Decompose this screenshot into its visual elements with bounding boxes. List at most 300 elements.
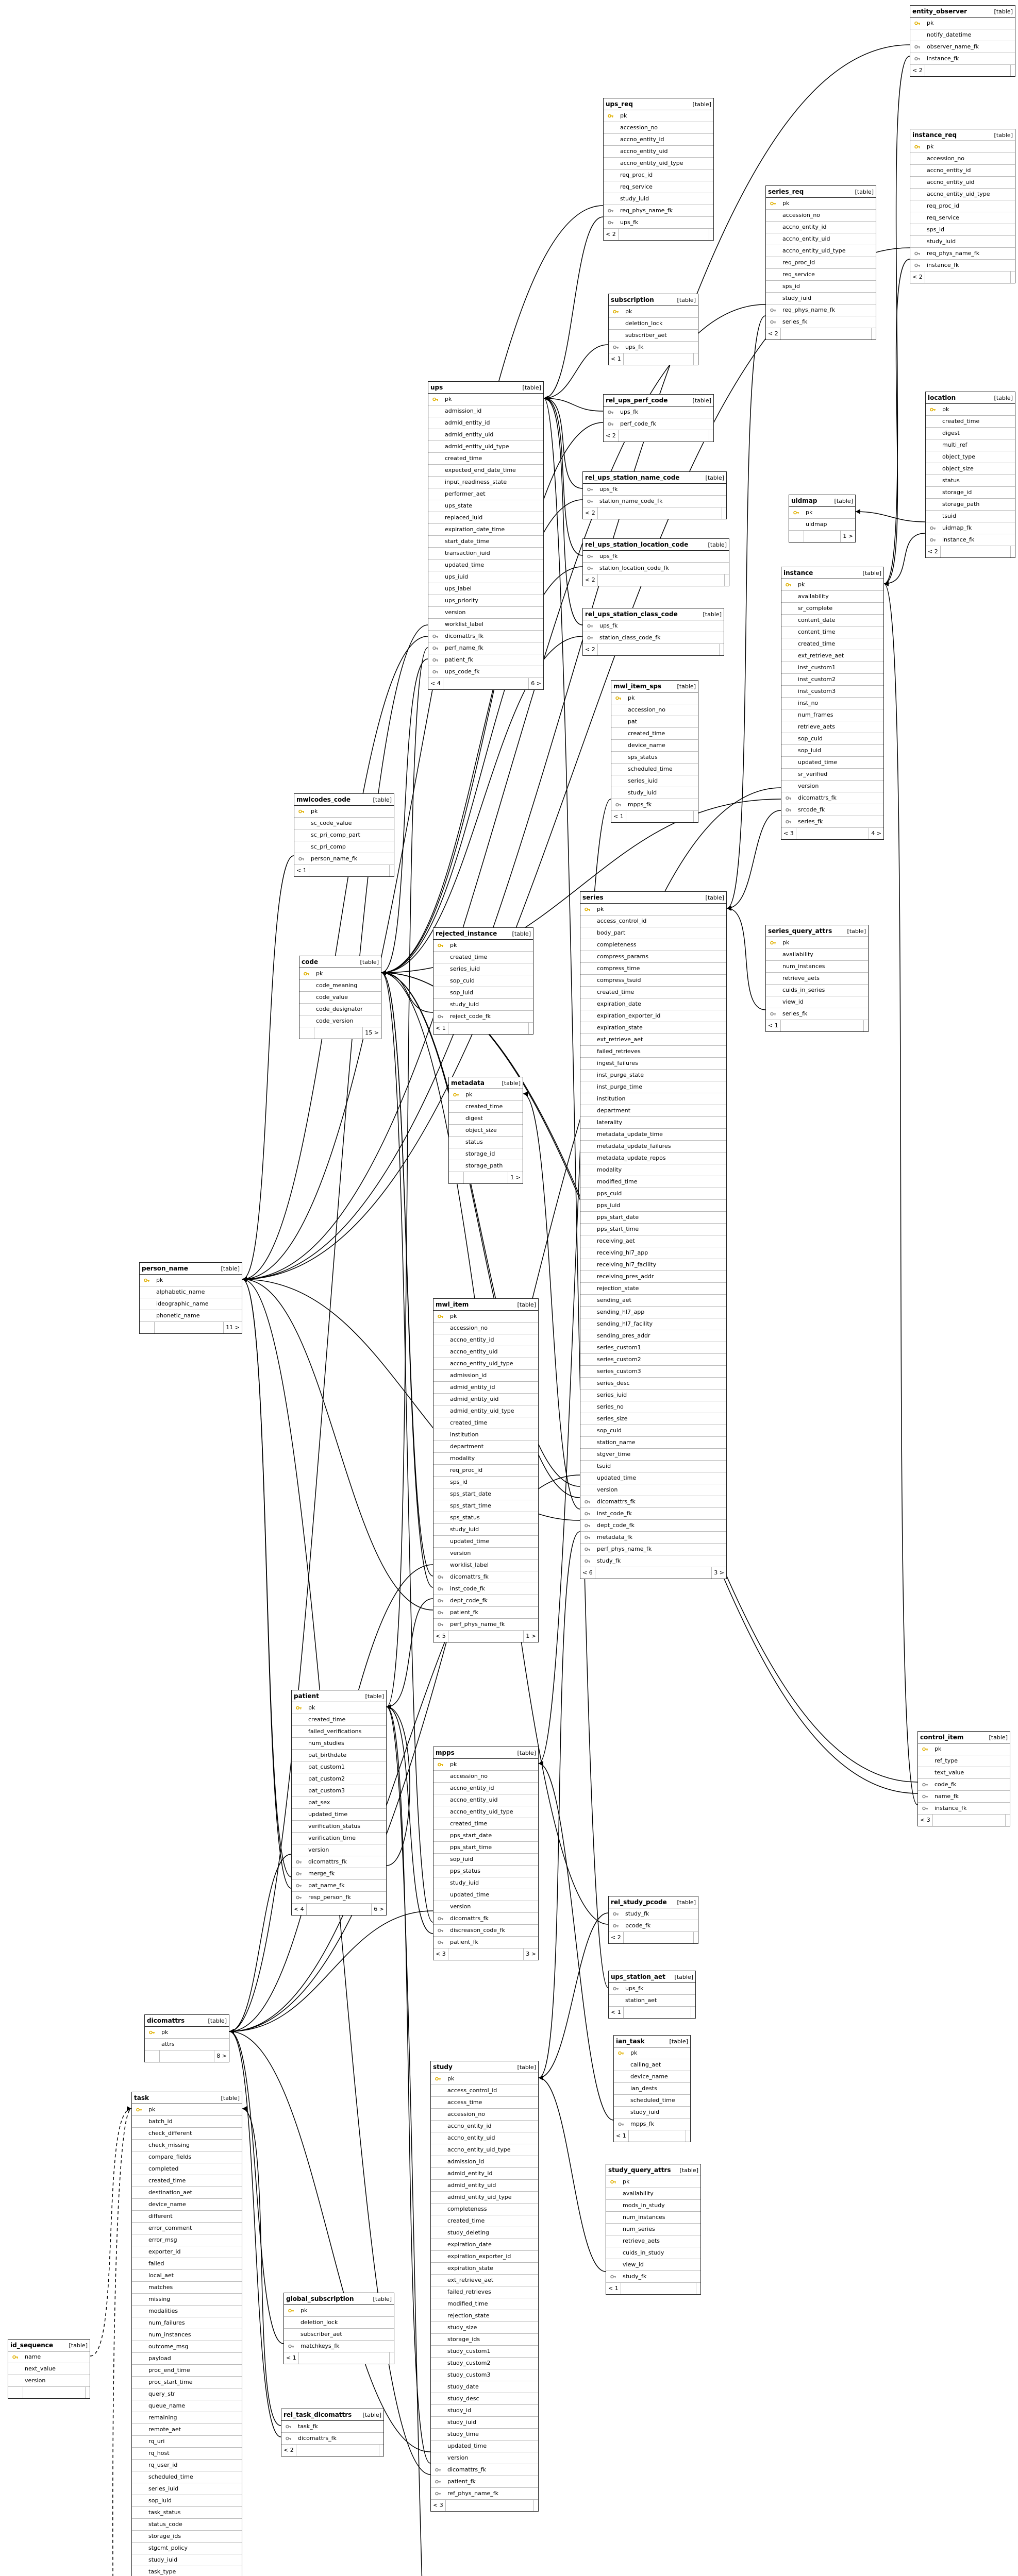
table-name: rejected_instance	[436, 930, 497, 937]
column-name: retrieve_aets	[798, 723, 836, 730]
column-row	[604, 122, 713, 134]
column-name: series_iuid	[148, 2485, 179, 2492]
column-row	[433, 1405, 538, 1417]
column-row	[433, 975, 533, 987]
column-row	[281, 2433, 383, 2445]
column-name: study_time	[447, 2431, 479, 2437]
relationship-line	[544, 217, 603, 398]
column-row	[604, 181, 713, 193]
table-type-label: [table]	[862, 569, 881, 577]
column-row	[781, 603, 883, 615]
column-name: pps_start_date	[450, 1832, 492, 1839]
column-name: admission_id	[450, 1372, 487, 1379]
column-name: expiration_exporter_id	[597, 1012, 661, 1019]
rows-count	[629, 2130, 686, 2142]
foreign-key-icon	[922, 1805, 928, 1811]
table-footer	[606, 2283, 700, 2294]
column-name: accno_entity_uid_type	[450, 1808, 513, 1815]
column-name: updated_time	[597, 1475, 637, 1481]
column-row	[431, 2441, 538, 2452]
column-row	[433, 1346, 538, 1358]
table-type-label: [table]	[208, 2017, 227, 2024]
column-row	[580, 1437, 726, 1449]
rows-count	[595, 1567, 712, 1579]
column-row	[428, 488, 543, 500]
column-name: receiving_pres_addr	[597, 1273, 654, 1280]
column-name: accno_entity_id	[450, 1336, 494, 1343]
table-name: series	[582, 894, 604, 901]
rows-count	[621, 2283, 696, 2294]
column-name: modalities	[148, 2308, 178, 2314]
primary-key-icon	[615, 695, 622, 701]
column-name: study_iuid	[450, 1001, 479, 1008]
table-type-label: [table]	[994, 8, 1013, 15]
column-row	[433, 1512, 538, 1524]
column-name: access_control_id	[597, 918, 647, 924]
column-row	[789, 519, 855, 531]
column-name: study_iuid	[782, 295, 812, 301]
column-name: accno_entity_id	[927, 167, 971, 174]
column-name: pk	[782, 939, 790, 946]
column-name: object_size	[465, 1127, 497, 1133]
column-name: content_date	[798, 617, 836, 623]
column-row	[580, 1093, 726, 1105]
column-row	[132, 2187, 242, 2199]
column-name: pk	[156, 1277, 163, 1283]
column-row	[292, 1880, 386, 1892]
column-row	[8, 2375, 90, 2387]
column-row	[580, 1141, 726, 1153]
column-name: study_iuid	[620, 195, 649, 202]
column-row	[433, 987, 533, 999]
relationship-arrowhead	[229, 2029, 234, 2034]
column-row	[292, 1714, 386, 1726]
column-row	[433, 1794, 538, 1806]
table-name: patient	[294, 1692, 319, 1700]
column-row	[132, 2199, 242, 2211]
column-row	[428, 548, 543, 560]
column-name: station_name_code_fk	[599, 498, 663, 504]
column-name: task_fk	[298, 2423, 318, 2430]
foreign-key-icon	[587, 635, 593, 641]
column-row	[140, 1286, 242, 1298]
column-name: input_readiness_state	[445, 479, 507, 485]
column-name: dicomattrs_fk	[798, 794, 837, 801]
table-header	[609, 1971, 695, 1983]
column-row	[140, 1298, 242, 1310]
column-name: pat_name_fk	[308, 1882, 345, 1889]
column-row	[433, 1011, 533, 1023]
foreign-key-icon	[438, 1927, 444, 1934]
table-name: ian_task	[616, 2038, 645, 2045]
foreign-key-icon	[438, 1939, 444, 1945]
column-name: dicomattrs_fk	[597, 1498, 636, 1505]
table-uidmap	[789, 495, 856, 543]
column-row	[766, 198, 876, 210]
column-row	[606, 2247, 700, 2259]
column-name: pps_iuid	[597, 1202, 621, 1209]
relationship-arrowhead	[242, 2106, 247, 2111]
table-control-item	[917, 1731, 1010, 1826]
column-row	[580, 1307, 726, 1318]
column-row	[580, 1425, 726, 1437]
children-count	[529, 1023, 533, 1034]
column-name: pk	[308, 1704, 315, 1711]
column-name: sps_status	[628, 754, 658, 760]
column-row	[766, 293, 876, 304]
table-header	[8, 2340, 90, 2351]
table-name: global_subscription	[286, 2295, 354, 2302]
column-row	[580, 1070, 726, 1081]
column-row	[910, 200, 1015, 212]
column-row	[132, 2128, 242, 2140]
foreign-key-icon	[587, 486, 593, 493]
foreign-key-icon	[587, 623, 593, 629]
rows-count	[624, 353, 694, 365]
column-row	[433, 1889, 538, 1901]
column-row	[611, 692, 698, 704]
column-row	[918, 1755, 1010, 1767]
table-footer	[611, 811, 698, 822]
table-name: mpps	[436, 1749, 455, 1756]
column-name: department	[597, 1107, 631, 1114]
column-row	[8, 2363, 90, 2375]
column-name: created_time	[450, 1419, 488, 1426]
column-row	[284, 2317, 394, 2329]
column-name: ups_iuid	[445, 573, 469, 580]
column-name: completeness	[447, 2206, 487, 2212]
rows-count	[23, 2387, 86, 2398]
column-row	[132, 2294, 242, 2306]
column-row	[766, 281, 876, 293]
table-header	[140, 1263, 242, 1275]
column-name: pk	[311, 808, 318, 815]
table-rel-ups-station-location-code	[582, 538, 729, 586]
column-name: institution	[450, 1431, 479, 1438]
column-name: reject_code_fk	[450, 1013, 491, 1020]
foreign-key-icon	[610, 2274, 616, 2280]
column-row	[910, 53, 1015, 65]
column-row	[766, 316, 876, 328]
parents-count: < 2	[583, 644, 598, 655]
column-name: person_name_fk	[311, 855, 358, 862]
table-type-label: [table]	[365, 1692, 384, 1700]
column-name: check_missing	[148, 2142, 190, 2148]
column-name: outcome_msg	[148, 2343, 189, 2350]
table-name: code	[302, 958, 319, 965]
column-row	[766, 245, 876, 257]
column-name: expiration_state	[597, 1024, 643, 1031]
column-name: tsuid	[942, 513, 957, 519]
column-row	[428, 654, 543, 666]
table-footer	[8, 2387, 90, 2398]
column-name: patient_fk	[445, 656, 473, 663]
column-row	[606, 2176, 700, 2188]
column-row	[431, 2275, 538, 2286]
column-row	[781, 591, 883, 603]
column-row	[433, 1323, 538, 1334]
table-type-label: [table]	[705, 894, 724, 901]
table-person-name	[139, 1262, 242, 1334]
relationship-arrowhead	[856, 509, 860, 514]
column-row	[284, 2341, 394, 2352]
column-row	[926, 404, 1015, 416]
column-row	[606, 2200, 700, 2212]
column-name: digest	[465, 1115, 483, 1122]
table-header	[609, 1896, 698, 1908]
table-footer	[910, 272, 1015, 283]
column-row	[428, 477, 543, 488]
column-row	[604, 134, 713, 146]
table-footer	[284, 2352, 394, 2364]
foreign-key-icon	[296, 1871, 302, 1877]
column-row	[292, 1821, 386, 1833]
column-name: error_msg	[148, 2236, 177, 2243]
column-row	[611, 740, 698, 752]
column-name: receiving_hl7_app	[597, 1249, 648, 1256]
column-row	[766, 961, 868, 973]
column-row	[580, 1153, 726, 1164]
column-row	[292, 1856, 386, 1868]
primary-key-icon	[914, 144, 921, 150]
column-row	[580, 1330, 726, 1342]
column-row	[292, 1702, 386, 1714]
column-name: pk	[316, 970, 323, 977]
column-name: inst_custom1	[798, 664, 836, 671]
table-type-label: [table]	[692, 100, 711, 108]
table-footer	[609, 353, 698, 365]
foreign-key-icon	[587, 498, 593, 504]
table-rel-ups-station-class-code	[582, 608, 724, 656]
table-ups	[428, 381, 544, 690]
parents-count: < 5	[433, 1631, 448, 1642]
relationship-line	[387, 1707, 410, 1866]
column-name: status	[942, 477, 960, 484]
table-header	[583, 539, 729, 551]
column-name: pps_start_date	[597, 1214, 639, 1221]
table-entity-observer	[910, 5, 1015, 77]
column-name: study_date	[447, 2383, 479, 2390]
column-row	[580, 1224, 726, 1235]
column-name: subscriber_aet	[301, 2331, 342, 2337]
column-row	[433, 1771, 538, 1783]
table-footer	[433, 1631, 538, 1642]
column-name: accno_entity_id	[782, 224, 827, 230]
children-count	[390, 865, 394, 876]
relationship-line	[387, 1707, 433, 1934]
column-row	[604, 170, 713, 181]
table-type-label: [table]	[502, 1079, 521, 1087]
column-row	[910, 260, 1015, 272]
column-name: created_time	[942, 418, 980, 425]
column-row	[580, 1235, 726, 1247]
column-row	[580, 1389, 726, 1401]
column-row	[580, 1496, 726, 1508]
table-series	[580, 891, 727, 1579]
column-name: accno_entity_uid	[447, 2134, 495, 2141]
table-footer	[781, 828, 883, 839]
column-row	[299, 980, 381, 992]
column-row	[604, 158, 713, 170]
column-row	[292, 1809, 386, 1821]
foreign-key-icon	[615, 802, 622, 808]
column-name: pat_custom3	[308, 1787, 345, 1794]
table-header	[284, 2293, 394, 2305]
column-row	[580, 1520, 726, 1532]
column-name: verification_status	[308, 1823, 360, 1829]
column-name: sr_verified	[798, 771, 828, 777]
table-footer	[292, 1904, 386, 1915]
column-row	[580, 1461, 726, 1472]
column-name: view_id	[782, 998, 804, 1005]
column-row	[609, 330, 698, 342]
column-row	[449, 1125, 523, 1137]
column-row	[580, 1366, 726, 1378]
column-row	[433, 1866, 538, 1877]
table-global-subscription	[283, 2293, 394, 2364]
column-name: storage_path	[942, 501, 980, 507]
table-header	[766, 925, 868, 937]
column-name: start_date_time	[445, 538, 490, 545]
column-row	[428, 417, 543, 429]
table-header	[292, 1690, 386, 1702]
column-name: series_fk	[782, 1010, 808, 1017]
parents-count	[449, 1172, 464, 1183]
column-name: req_service	[620, 183, 653, 190]
primary-key-icon	[610, 2179, 616, 2185]
column-name: body_part	[597, 929, 626, 936]
column-name: tsuid	[597, 1463, 611, 1469]
foreign-key-icon	[438, 1609, 444, 1616]
foreign-key-icon	[585, 1546, 591, 1552]
column-name: code_version	[316, 1018, 354, 1024]
column-name: created_time	[445, 455, 482, 462]
column-name: station_name	[597, 1439, 636, 1446]
parents-count: < 2	[910, 272, 925, 283]
column-row	[918, 1803, 1010, 1815]
column-name: inst_custom3	[798, 688, 836, 694]
column-row	[433, 1842, 538, 1854]
table-type-label: [table]	[677, 683, 696, 690]
column-name: metadata_fk	[597, 1534, 633, 1540]
column-name: num_instances	[148, 2331, 191, 2338]
column-row	[431, 2168, 538, 2180]
column-name: pk	[625, 308, 632, 315]
column-row	[132, 2566, 242, 2576]
column-row	[918, 1779, 1010, 1791]
relationship-arrowhead	[523, 1091, 528, 1096]
column-name: receiving_aet	[597, 1238, 635, 1244]
column-name: created_time	[450, 1820, 488, 1827]
foreign-key-icon	[435, 2479, 441, 2485]
column-name: pk	[806, 509, 813, 516]
table-header	[926, 392, 1015, 404]
column-row	[433, 1441, 538, 1453]
rows-count	[925, 272, 1011, 283]
foreign-key-icon	[438, 1586, 444, 1592]
column-name: pk	[620, 112, 627, 119]
column-name: sr_complete	[798, 605, 833, 612]
column-name: study_iuid	[450, 1526, 479, 1533]
column-row	[580, 1081, 726, 1093]
column-row	[580, 1271, 726, 1283]
foreign-key-icon	[930, 525, 936, 531]
column-name: check_different	[148, 2130, 192, 2137]
column-name: ups_fk	[620, 219, 639, 226]
column-name: modified_time	[597, 1178, 638, 1185]
table-type-label: [table]	[669, 2038, 688, 2045]
column-name: code_meaning	[316, 982, 358, 989]
column-name: pps_start_time	[597, 1226, 639, 1232]
column-row	[781, 733, 883, 745]
parents-count: < 3	[918, 1815, 933, 1826]
table-name: subscription	[611, 296, 654, 303]
column-row	[428, 405, 543, 417]
rows-count	[307, 1904, 372, 1915]
column-name: completed	[148, 2165, 179, 2172]
column-row	[789, 507, 855, 519]
table-task	[131, 2092, 242, 2576]
column-name: pat_birthdate	[308, 1752, 347, 1758]
relationship-line	[381, 973, 433, 1587]
column-name: worklist_label	[450, 1562, 489, 1568]
column-row	[292, 1797, 386, 1809]
table-name: control_item	[920, 1734, 964, 1741]
column-row	[766, 937, 868, 949]
column-name: device_name	[630, 2073, 668, 2080]
column-row	[433, 1595, 538, 1607]
column-row	[449, 1089, 523, 1101]
column-row	[428, 465, 543, 477]
column-row	[918, 1743, 1010, 1755]
parents-count: < 1	[766, 1020, 781, 1031]
children-count	[534, 2500, 538, 2511]
column-name: accno_entity_uid_type	[782, 247, 846, 254]
column-row	[284, 2305, 394, 2317]
column-name: admid_entity_uid_type	[445, 443, 509, 450]
column-name: ext_retrieve_aet	[798, 652, 844, 659]
children-count	[720, 644, 724, 655]
foreign-key-icon	[914, 262, 921, 268]
table-type-label: [table]	[705, 474, 724, 481]
column-name: pk	[465, 1091, 473, 1098]
column-row	[611, 752, 698, 764]
column-row	[433, 1901, 538, 1913]
parents-count: < 3	[433, 1948, 448, 1960]
column-row	[132, 2483, 242, 2495]
table-name: mwl_item	[436, 1301, 469, 1308]
column-row	[614, 2095, 690, 2107]
column-row	[926, 511, 1015, 522]
foreign-key-icon	[618, 2121, 624, 2127]
children-count	[709, 430, 713, 442]
column-name: replaced_iuid	[445, 514, 483, 521]
column-name: expected_end_date_time	[445, 467, 516, 473]
column-name: multi_ref	[942, 442, 967, 448]
column-name: storage_path	[465, 1162, 503, 1169]
parents-count: < 3	[781, 828, 796, 839]
column-row	[604, 418, 713, 430]
column-row	[580, 939, 726, 951]
column-name: expiration_exporter_id	[447, 2253, 511, 2260]
column-row	[292, 1738, 386, 1750]
table-study-query-attrs	[606, 2164, 701, 2295]
primary-key-icon	[786, 582, 792, 588]
relationship-line	[544, 398, 582, 625]
column-row	[428, 583, 543, 595]
column-name: expiration_date_time	[445, 526, 505, 533]
column-row	[580, 1058, 726, 1070]
